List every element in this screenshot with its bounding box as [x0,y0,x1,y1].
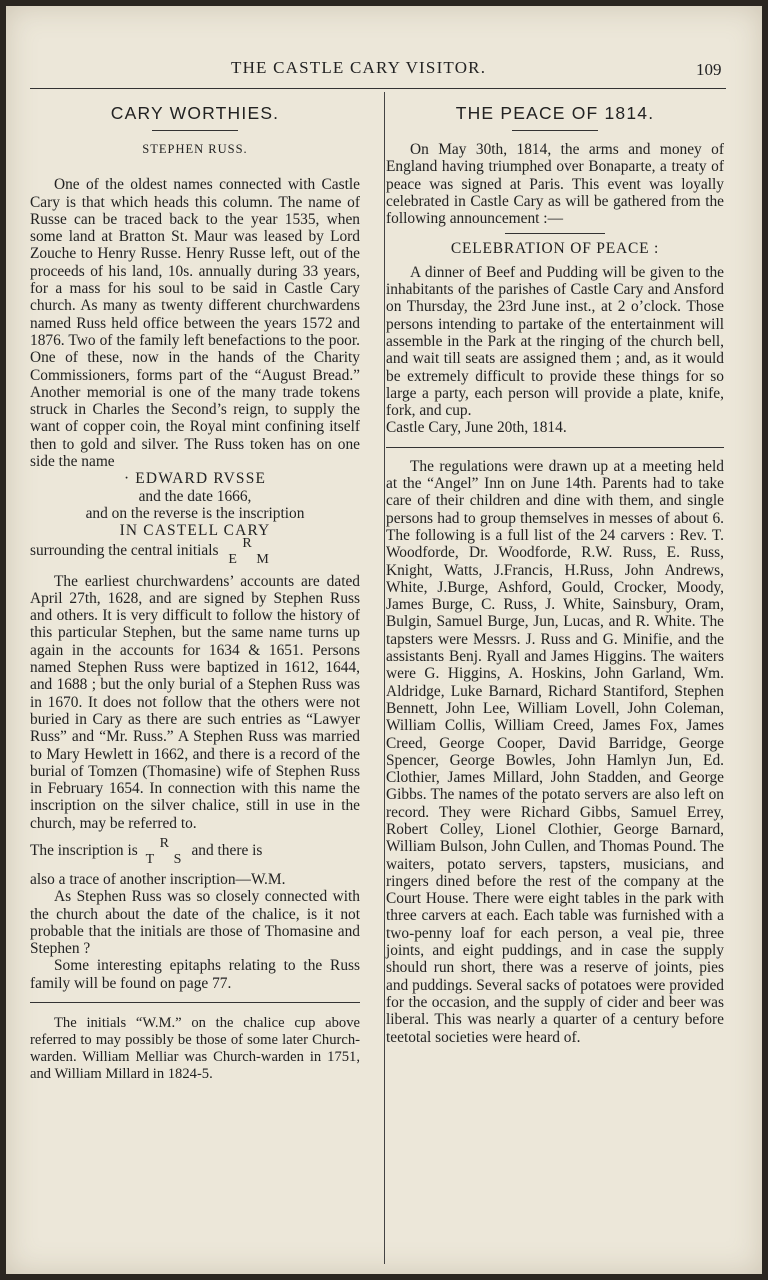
footnote: The initials “W.M.” on the chalice cup above referred to may possibly be those of some later Church-warden. William Melliar was Church-warden in 1751, and William Millard in 1824-5. [30,1015,360,1083]
left-column [30,102,360,1083]
right-column [386,102,724,1046]
paragraph: The regulations were drawn up at a meeting held at the “Angel” Inn on June 14th. Parents had to take care of their children and dine with them, and single persons had to group themselves in messes of about 6. The following is a full list of the 24 carvers : Rev. T. Woodforde, Dr. Woodforde, R.W. Russ, E. Russ, Knight, Watts, J.Francis, H.Russ, John Andrews, White, J.Burge, Ashford, Gould, Crocker, Moody, James Burge, C. Russ, J. White, Sainsbury, Oram, Bulgin, Samuel Burge, Jun, Lucas, and R. White. The tapsters were Messrs. J. Russ and G. Minifie, and the assistants Benj. Ryall and James Higgins. The waiters were G. Higgins, A. Hoskins, John Garland, Wm. Aldridge, Luke Barnard, Richard Stantiford, Stephen Bennett, John Lee, William Lovell, John Coleman, William Collis, William Creed, James Fox, James Creed, George Cooper, David Barridge, George Spencer, George Bowles, John Hamlyn Jun, Ed. Clothier, James Millard, John Stadden, and George Gibbs. The names of the potato servers are also left on record. They were Richard Gibbs, Samuel Errey, Robert Colley, Lionel Clothier, George Barnard, William Bulson, John Cullen, and Thomas Pound. The waiters, potato servers, tapsters, musicians, and ringers dined before the rest of the company at the Court House. There were eight tables in the park with three carvers at each. Each table was furnished with a two-penny loaf for each person, a veal pie, three joints, and eight puddings, and in case the supply should run short, there was a reserve of joints, pies and puddings. Several sacks of potatoes were provided for the occasion, and the supply of cider and beer was liberal. This was nearly a quarter of a century before teetotal societies were heard of. [386,457,724,1046]
central-initials [222,535,269,567]
inscription-is-text: The inscription is [30,841,138,859]
announcement-paragraph: A dinner of Beef and Pudding will be given to the inhabitants of the parishes of Castle Cary and Ansford on Thursday, the 23rd June inst., at 2 o’clock. Those persons intending to partake of the entertainment will assemble in the Park at the ringing of the church bell, and wait till seats are assigned them ; and, as it would be extremely difficult to provide these things for so large a party, each person will provide a plate, knife, fork, and cup. [386,263,724,420]
token-inscription: IN CASTELL CARY [119,522,271,540]
initial-right: S [173,851,182,867]
stephen-russ-subheading: STEPHEN RUSS. [142,142,248,156]
page-number: 109 [696,60,722,79]
scanned-page [6,6,762,1274]
celebration-subheading: CELEBRATION OF PEACE : [450,240,660,258]
token-date: and the date 1666, [138,487,252,505]
and-there-is-text: and there is [191,841,263,859]
chalice-inscription-line [30,835,360,867]
cary-worthies-heading: CARY WORTHIES. [110,103,280,123]
paragraph: The earliest churchwardens’ accounts are dated April 27th, 1628, and are signed by Stephen Russ and others. It is very difficult to follow the history of this particular Stephen, but the same name turns up again in the accounts for 1634 & 1651. Persons named Stephen Russ were baptized in 1612, 1644, and 1688 ; but the only burial of a Stephen Russ was in 1670. It does not follow that the others were not buried in Cary as there are such entries as “Lawyer Russ” and “Mr. Russ.” A Stephen Russ was married to Mary Hewlett in 1662, and there is a record of the burial of Tomzen (Thomasine) wife of Stephen Russ in February 1654. In connection with this name the inscription on the silver chalice, still in use in the church, may be referred to. [30,572,360,832]
initial-right: M [256,551,269,567]
initials-line [30,535,360,567]
peace-of-1814-heading: THE PEACE OF 1814. [455,103,655,123]
paragraph: As Stephen Russ was so closely connected with the church about the date of the chalice, is it not probable that the initials are those of Thomasine and Stephen ? [30,888,360,958]
heading-rule [512,130,598,131]
paragraph: Some interesting epitaphs relating to the Russ family will be found on page 77. [30,957,360,992]
initial-top: R [242,535,252,551]
initial-left: T [145,851,155,867]
footnote-rule [30,1002,360,1003]
chalice-initials [142,835,188,867]
page-header [6,58,762,84]
paragraph: One of the oldest names connected with Castle Cary is that which heads this column. The name of Russe can be traced back to the year 1535, when some land at Bratton St. Maur was leased by Lord Zouche to Henry Russe. Henry Russe left, out of the proceeds of his land, 10s. annually during 33 years, for a mass for his soul to be said in Castle Cary church. As many as twenty different churchwardens named Russ held office between the years 1572 and 1876. Two of the family left benefactions to the poor. One of these, now in the hands of the Charity Commissioners, forms part of the “August Bread.” Another memorial is one of the many trade tokens struck in Charles the Second’s reign, to supply the want of copper coin, the Royal mint confining itself then to gold and silver. The Russ token has on one side the name [30,176,360,471]
header-rule [30,88,726,89]
initial-left: E [228,551,237,567]
token-name: · EDWARD RVSSE [123,470,267,488]
section-rule [505,233,605,234]
heading-rule [152,130,238,131]
surrounding-text: surrounding the central initials [30,541,219,559]
paragraph: On May 30th, 1814, the arms and money of England having triumphed over Bonaparte, a treaty of peace was signed at Paris. This event was loyally celebrated in Castle Cary as will be gathered from the following announcement :— [386,141,724,228]
initial-top: R [159,835,169,851]
running-title: THE CASTLE CARY VISITOR. [231,58,487,77]
reverse-line: and on the reverse is the inscription [85,504,305,522]
announcement-dateline: Castle Cary, June 20th, 1814. [386,419,567,437]
column-divider [384,92,385,1264]
section-rule [386,447,724,448]
also-trace-line: also a trace of another inscription—W.M. [30,870,286,888]
